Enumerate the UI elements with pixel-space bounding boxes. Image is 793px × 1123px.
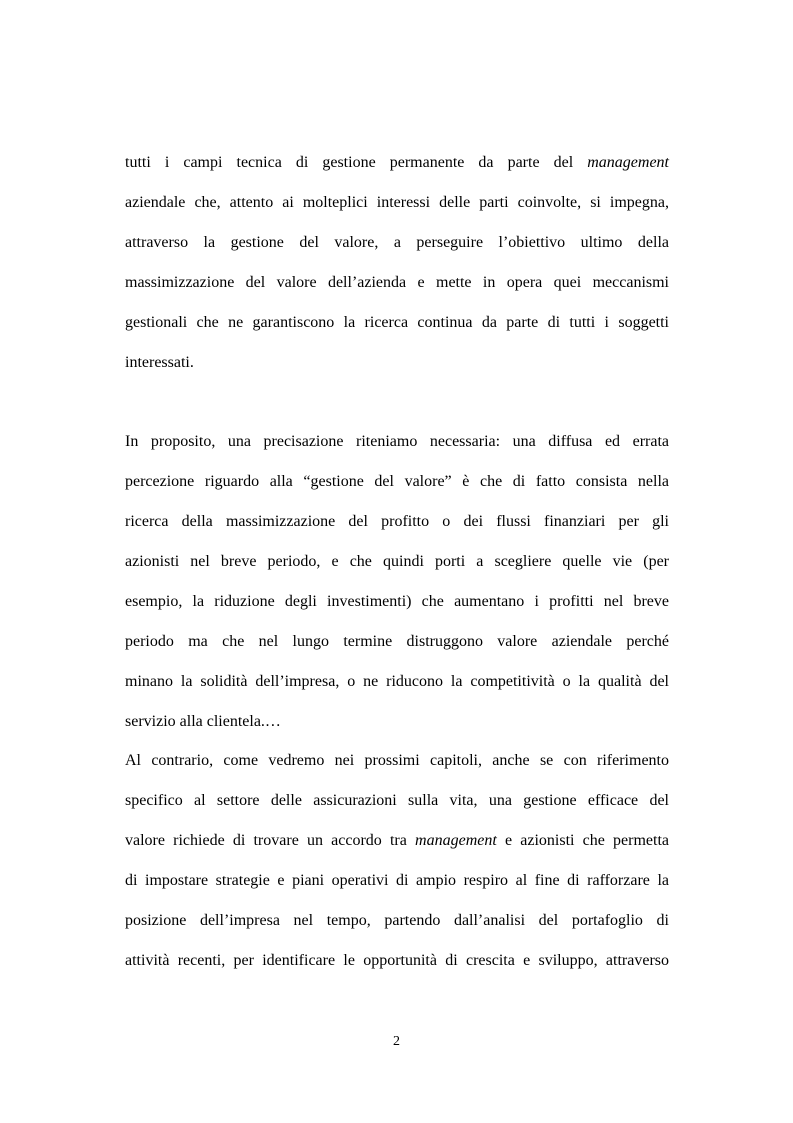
text-line: interessati.: [125, 354, 194, 371]
text-line: specifico al settore delle assicurazioni sulla vita, una gestione efficace del: [125, 792, 669, 809]
text-line: percezione riguardo alla “gestione del valore” è che di fatto consista nella: [125, 473, 669, 490]
text-line: gestionali che ne garantiscono la ricerca continua da parte di tutti i soggetti: [125, 314, 669, 331]
text-line: servizio alla clientela.…: [125, 713, 281, 730]
text-line: minano la solidità dell’impresa, o ne riducono la competitività o la qualità del: [125, 673, 669, 690]
text-line: periodo ma che nel lungo termine distruggono valore aziendale perché: [125, 633, 669, 650]
text-line: posizione dell’impresa nel tempo, partendo dall’analisi del portafoglio di: [125, 912, 669, 929]
text-line: aziendale che, attento ai molteplici interessi delle parti coinvolte, si impegna,: [125, 194, 669, 211]
text-line: azionisti nel breve periodo, e che quindi porti a scegliere quelle vie (per: [125, 553, 669, 570]
text-line: massimizzazione del valore dell’azienda e mette in opera quei meccanismi: [125, 274, 669, 291]
text-line: esempio, la riduzione degli investimenti) che aumentano i profitti nel breve: [125, 593, 669, 610]
text-line: di impostare strategie e piani operativi di ampio respiro al fine di rafforzare la: [125, 872, 669, 889]
text-line: Al contrario, come vedremo nei prossimi capitoli, anche se con riferimento: [125, 752, 669, 769]
text-line: tutti i campi tecnica di gestione permanente da parte del management: [125, 154, 669, 171]
text-line: ricerca della massimizzazione del profitto o dei flussi finanziari per gli: [125, 513, 669, 530]
text-line: attraverso la gestione del valore, a perseguire l’obiettivo ultimo della: [125, 234, 669, 251]
page-number: 2: [393, 1034, 400, 1049]
text-line: attività recenti, per identificare le opportunità di crescita e sviluppo, attraverso: [125, 952, 669, 969]
text-line: In proposito, una precisazione riteniamo necessaria: una diffusa ed errata: [125, 433, 669, 450]
text-line: valore richiede di trovare un accordo tra management e azionisti che permetta: [125, 832, 670, 849]
